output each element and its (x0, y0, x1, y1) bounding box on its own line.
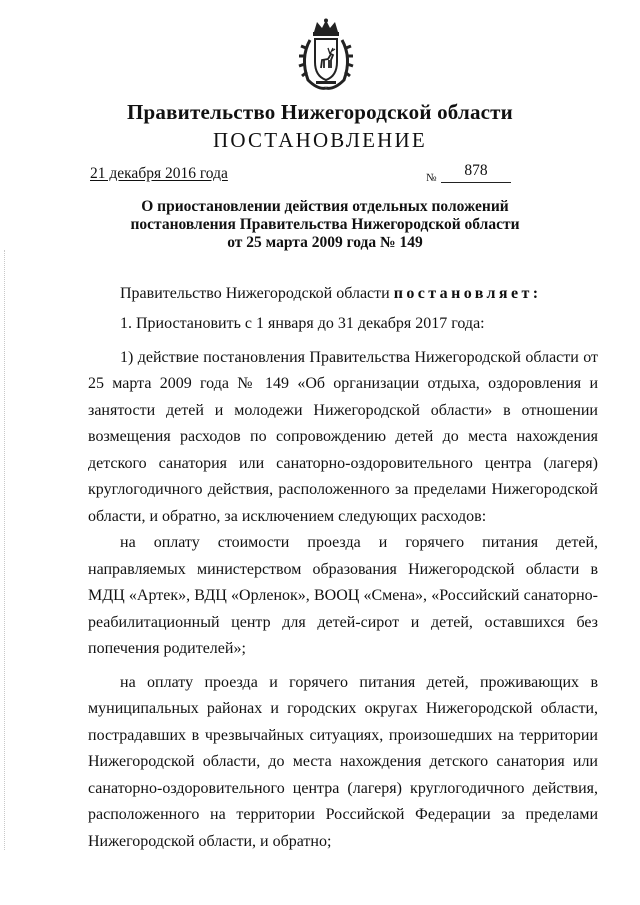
body-paragraph: на оплату проезда и горячего питания детей, проживающих в муниципальных районах и городских округах Нижегородской области, пострадавших в чрезвычайных ситуациях, произошедших на территории Нижегородской области, до места нахождения детского санатория или санаторно-оздоровительного центра (лагеря) круглогодичного действия, расположенного на территории Российской Федерации за пределами Нижегородской области, и обратно; (88, 673, 598, 850)
body-paragraph: 1) действие постановления Правительства Нижегородской области от 25 марта 2009 года № 149 «Об организации отдыха, оздоровления и занятости детей и молодежи Нижегородской области» в отношении возмещения расходов по сопровождению детей до места нахождения детского санатория или санаторно-оздоровительного центра (лагеря) круглогодичного действия, расположенного за пределами Нижегородской области, и обратно, за исключением следующих расходов: (88, 348, 598, 525)
document-type: ПОСТАНОВЛЕНИЕ (213, 128, 427, 152)
body-paragraph: на оплату стоимости проезда и горячего питания детей, направляемых министерством образования Нижегородской области в МДЦ «Артек», ВДЦ «Орленок», ВООЦ «Смена», «Российский санаторно-реабилитационный центр для детей-сирот и детей, оставшихся без попечения родителей»; (88, 534, 598, 657)
organization-title: Правительство Нижегородской области (127, 100, 513, 124)
preamble-text: Правительство Нижегородской области (120, 285, 390, 302)
number-label: № (426, 172, 437, 184)
document-subject (80, 198, 570, 252)
preamble (120, 285, 541, 303)
document-number: 878 (441, 160, 511, 183)
subject-line: О приостановлении действия отдельных положений (141, 198, 509, 215)
subject-line: постановления Правительства Нижегородской области (130, 216, 520, 233)
resolves-keyword: постановляет: (393, 285, 542, 302)
subject-line: от 25 марта 2009 года № 149 (227, 234, 423, 251)
coat-of-arms-icon (296, 18, 356, 92)
document-body (88, 311, 598, 855)
body-paragraph: 1. Приостановить с 1 января до 31 декабря 2017 года: (120, 315, 485, 332)
document-date: 21 декабря 2016 года (90, 165, 228, 182)
scan-margin-artifact (4, 250, 6, 850)
